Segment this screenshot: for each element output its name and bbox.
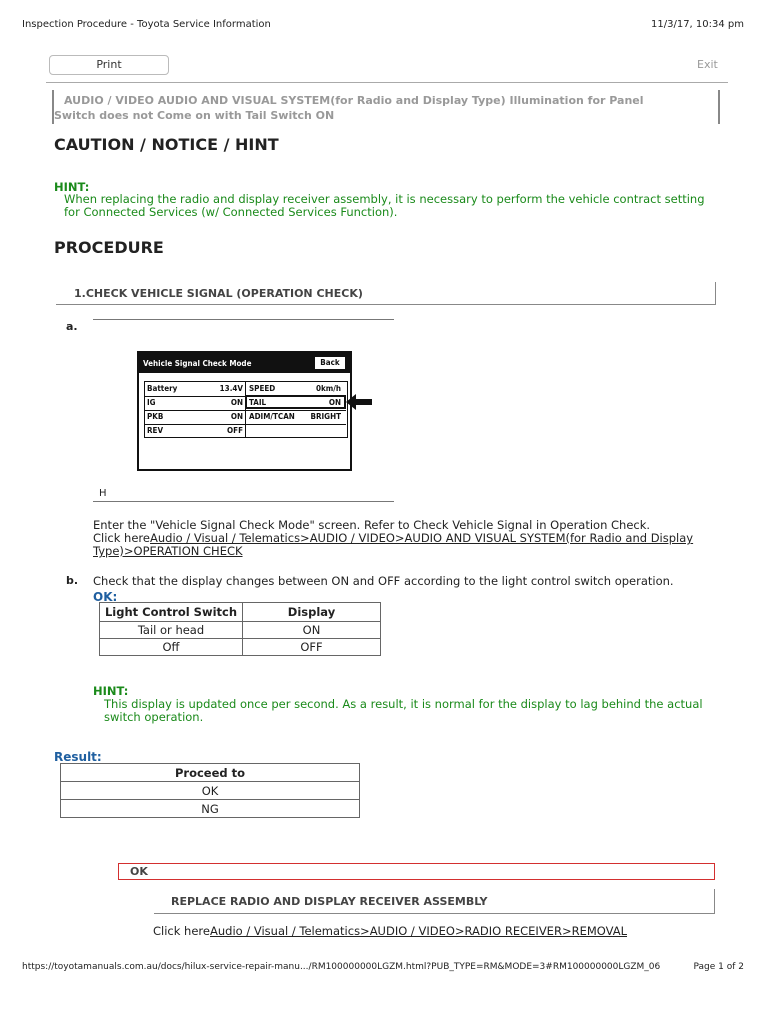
step-b-hint-line-2: switch operation. xyxy=(104,710,204,724)
caution-heading: CAUTION / NOTICE / HINT xyxy=(54,135,279,154)
removal-link-line xyxy=(153,924,627,938)
arrow-left-icon xyxy=(346,394,372,410)
step-b-hint-label: HINT: xyxy=(93,684,129,698)
print-datetime: 11/3/17, 10:34 pm xyxy=(651,19,744,30)
signal-value: ON xyxy=(230,412,243,421)
signal-label: REV xyxy=(147,426,164,435)
breadcrumb-line-1: AUDIO / VIDEO AUDIO AND VISUAL SYSTEM(for Radio and Display Type) Illumination for Panel xyxy=(64,94,644,107)
click-here-text: Click here xyxy=(153,924,210,938)
screen-title: Vehicle Signal Check Mode xyxy=(143,359,252,368)
ok-branch-label: OK xyxy=(130,865,148,878)
figure-bottom-rule xyxy=(93,501,394,502)
hint-label: HINT: xyxy=(54,180,90,194)
step-a-text: Enter the "Vehicle Signal Check Mode" screen. Refer to Check Vehicle Signal in Operation Check. xyxy=(93,518,651,532)
print-button[interactable]: Print xyxy=(49,55,169,75)
step-b-text: Check that the display changes between ON and OFF according to the light control switch operation. xyxy=(93,574,674,588)
signal-label: PKB xyxy=(147,412,164,421)
breadcrumb-line-2: Switch does not Come on with Tail Switch ON xyxy=(54,109,335,122)
replace-step-header xyxy=(154,889,715,914)
ok-branch-box xyxy=(118,863,715,880)
table-cell: OFF xyxy=(243,639,381,656)
signal-column-divider xyxy=(245,381,246,438)
signal-label: IG xyxy=(147,398,156,407)
replace-step-title: REPLACE RADIO AND DISPLAY RECEIVER ASSEMBLY xyxy=(171,895,488,908)
ok-spec-label: OK: xyxy=(93,590,118,604)
step-1-title: 1.CHECK VEHICLE SIGNAL (OPERATION CHECK) xyxy=(74,287,363,300)
click-here-text: Click here xyxy=(93,531,150,545)
toolbar-divider xyxy=(46,82,728,83)
signal-value: 13.4V xyxy=(219,384,243,393)
table-cell: Tail or head xyxy=(100,622,243,639)
step-b-label: b. xyxy=(66,574,79,587)
tail-row-highlight xyxy=(245,395,346,409)
breadcrumb xyxy=(52,90,720,124)
browser-page-title: Inspection Procedure - Toyota Service Information xyxy=(22,19,271,30)
vehicle-signal-screen xyxy=(137,351,352,471)
hint-text-line-1: When replacing the radio and display receiver assembly, it is necessary to perform the vehicle contract setting xyxy=(64,192,705,206)
signal-label: Battery xyxy=(147,384,178,393)
radio-receiver-removal-link[interactable]: Audio / Visual / Telematics>AUDIO / VIDEO>RADIO RECEIVER>REMOVAL xyxy=(209,924,628,938)
table-cell: ON xyxy=(243,622,381,639)
signal-label: TAIL xyxy=(249,398,267,407)
table-cell: NG xyxy=(61,800,360,818)
screen-header xyxy=(139,353,350,373)
table-header: Display xyxy=(243,603,381,622)
ok-spec-table xyxy=(99,602,381,656)
signal-value: 0km/h xyxy=(315,384,341,393)
step-a-label: a. xyxy=(66,320,78,333)
footer-url: https://toyotamanuals.com.au/docs/hilux-service-repair-manu.../RM100000000LGZM.html?PUB_TYPE=RM&MODE=3#RM100000000LGZM_06 xyxy=(22,962,661,972)
exit-button[interactable]: Exit xyxy=(697,58,718,71)
signal-value: BRIGHT xyxy=(310,412,341,421)
table-header: Proceed to xyxy=(61,764,360,782)
step-b-hint-line-1: This display is updated once per second. As a result, it is normal for the display to lag behind the actual xyxy=(104,697,703,711)
table-cell: OK xyxy=(61,782,360,800)
footer-page-indicator: Page 1 of 2 xyxy=(693,962,744,972)
result-label: Result: xyxy=(54,750,102,764)
hint-text-line-2: for Connected Services (w/ Connected Services Function). xyxy=(64,205,398,219)
signal-value: OFF xyxy=(227,426,243,435)
table-header: Light Control Switch xyxy=(100,603,243,622)
step-1-header xyxy=(56,282,716,305)
procedure-heading: PROCEDURE xyxy=(54,238,164,257)
signal-label: SPEED xyxy=(249,384,276,393)
signal-value: ON xyxy=(230,398,243,407)
figure-caption: H xyxy=(99,488,107,499)
result-table xyxy=(60,763,360,818)
table-cell: Off xyxy=(100,639,243,656)
operation-check-link[interactable]: Audio / Visual / Telematics>AUDIO / VIDEO>AUDIO AND VISUAL SYSTEM(for Radio and Display xyxy=(149,531,694,545)
step-a-link-line-1 xyxy=(93,531,693,545)
operation-check-link-cont[interactable]: Type)>OPERATION CHECK xyxy=(93,544,243,558)
figure-top-rule xyxy=(93,319,394,320)
screen-back-button: Back xyxy=(314,356,346,370)
signal-value: ON xyxy=(328,398,341,407)
signal-label: ADIM/TCAN xyxy=(249,412,295,421)
